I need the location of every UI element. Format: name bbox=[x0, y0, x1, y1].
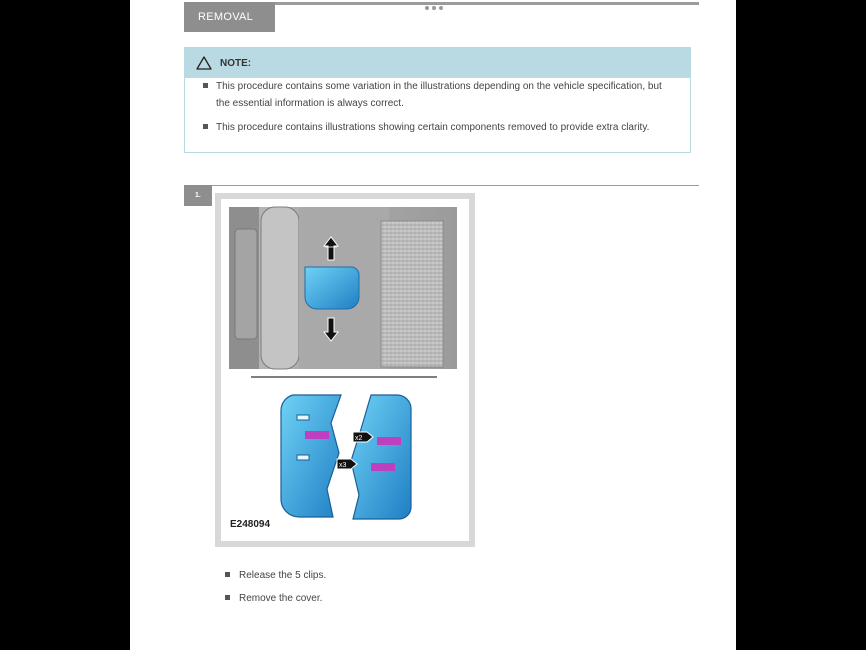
note-title: NOTE: bbox=[220, 57, 252, 69]
step-number: 1. bbox=[184, 185, 212, 206]
mirror-mount-view bbox=[229, 207, 457, 369]
note-item bbox=[185, 119, 690, 136]
note-item bbox=[185, 78, 690, 112]
figure-code: E248094 bbox=[230, 519, 271, 530]
figure-illustration bbox=[221, 199, 469, 541]
cover-parts-view bbox=[281, 395, 411, 519]
bullet bbox=[203, 83, 208, 88]
callout-x2: x2 bbox=[355, 435, 363, 442]
note-header bbox=[185, 48, 690, 78]
bullet bbox=[203, 124, 208, 129]
illustration-svg bbox=[221, 199, 469, 541]
instruction-item bbox=[225, 589, 326, 609]
more-options-icon[interactable] bbox=[425, 6, 443, 10]
document-page bbox=[130, 0, 736, 650]
note-item-text: This procedure contains some variation in the illustrations depending on the vehicle specification, but the essential information is always correct. bbox=[216, 81, 662, 109]
callout-x3: x3 bbox=[339, 462, 347, 469]
bullet bbox=[225, 572, 230, 577]
instruction-text: Remove the cover. bbox=[239, 593, 323, 604]
section-tab-removal: REMOVAL bbox=[184, 2, 275, 32]
step-instructions bbox=[225, 566, 326, 612]
warning-triangle-icon bbox=[196, 56, 212, 70]
instruction-text: Release the 5 clips. bbox=[239, 570, 327, 581]
note-list bbox=[185, 78, 690, 136]
note-box bbox=[184, 47, 691, 153]
figure-frame bbox=[215, 193, 475, 547]
note-item-text: This procedure contains illustrations showing certain components removed to provide extra clarity. bbox=[216, 122, 650, 133]
bullet bbox=[225, 595, 230, 600]
instruction-item bbox=[225, 566, 326, 586]
step-divider bbox=[184, 185, 699, 186]
